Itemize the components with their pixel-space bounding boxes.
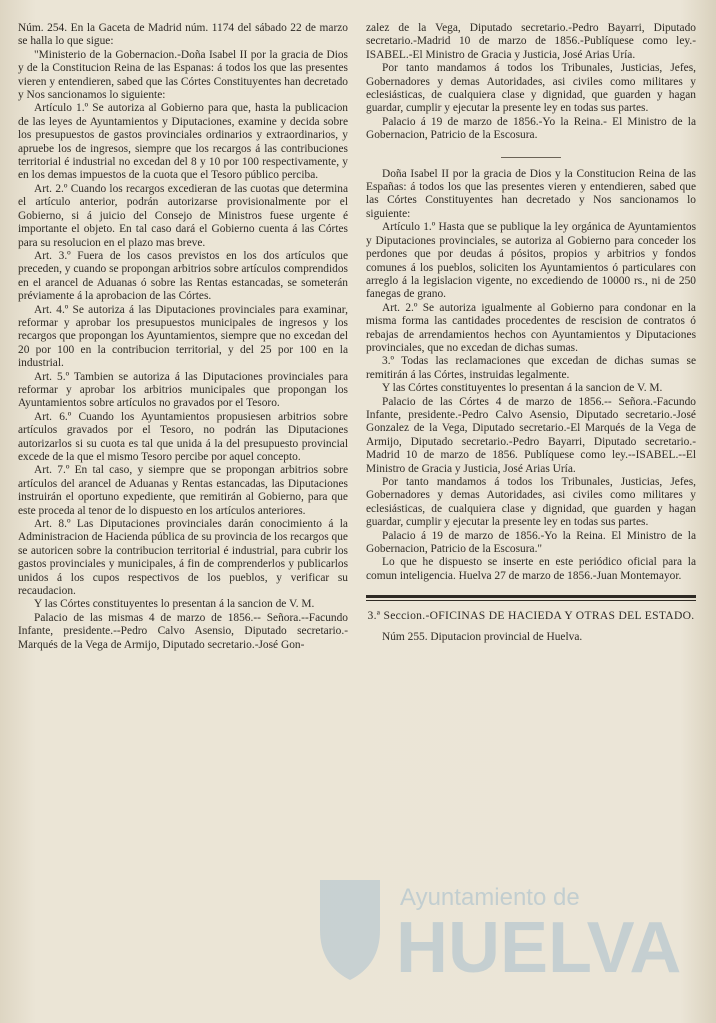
article-8: Art. 8.º Las Diputaciones provinciales darán conocimiento á la Administracion de Hacienda pública de su provincia de los recargos que se autoricen sobre la contribucion territorial é industrial, para cubrir los gastos provinciales y municipales, á fin de comprenderlos y publicarlos unidos á los cupos respectivos de los pueblos, y verificar su recaudacion. xyxy=(18,518,348,598)
huelva-watermark xyxy=(300,860,716,1010)
sanction-paragraph: Y las Córtes constituyentes lo presentan á la sancion de V. M. xyxy=(34,598,315,611)
section-divider xyxy=(501,157,561,158)
second-article-3: 3.º Todas las reclamaciones que excedan de dichas sumas se remitirán á las Córtes, instruidas legalmente. xyxy=(366,355,696,381)
second-signature-block: Palacio de las Córtes 4 de marzo de 1856.-- Señora.-Facundo Infante, presidente.-Pedro Calvo Asensio, Diputado secretario.-José Gonzalez de la Vega, Diputado secretario.-El Marqués de la Vega de Armijo, Diputado secretario.-Pedro Bayarri, Diputado secretario.-Madrid 10 de marzo de 1856. Publíquese como ley.--ISABEL.--El Ministro de Gracia y Justicia, José Arias Uría. xyxy=(366,395,696,475)
watermark-line-2: HUELVA xyxy=(396,908,682,988)
second-article-1: Artículo 1.º Hasta que se publique la ley orgánica de Ayuntamientos y Diputaciones provinciales, se autoriza al Gobierno para conceder los perdones que por deudas á pósitos, propios y arbitrios y fondos comunes á los pueblos, soliciten los Ayuntamientos ó particulares con arreglo á la legislacion vigente, no excediendo de 10000 rs., ni de 250 fanegas de grano. xyxy=(366,221,696,301)
second-sanction: Y las Córtes constituyentes lo presentan á la sancion de V. M. xyxy=(382,382,663,395)
article-6: Art. 6.º Cuando los Ayuntamientos propusiesen arbitrios sobre artículos gravados por el Tesoro, no podrán las Diputaciones autorizarlos si su cuota es tal que unida á la del presupuesto provincial excede de la que el mismo Tesoro percibe por aquel concepto. xyxy=(18,410,348,463)
left-column xyxy=(18,22,348,652)
section-first-line: Núm 255. Diputacion provincial de Huelva. xyxy=(382,631,583,644)
second-decree-preamble: Doña Isabel II por la gracia de Dios y la Constitucion Reina de las Españas: á todos los que las presentes vieren y entendieren, sabed que las Córtes Constituyentes han decretado y Nos sancionamos lo siguiente: xyxy=(366,167,696,220)
mandate-paragraph: Por tanto mandamos á todos los Tribunales, Justicias, Jefes, Gobernadores y demas Autoridades, asi civiles como militares y eclesiásticas, de cualquiera clase y dignidad, que guarden y hagan guardar, cumplir y ejecutar la presente ley en todas sus partes. xyxy=(366,62,696,115)
article-5: Art. 5.º Tambien se autoriza á las Diputaciones provinciales para reformar y aprobar los arbitrios municipales que propongan los Ayuntamientos sobre artículos no gravados por el Tesoro. xyxy=(18,370,348,410)
section-heading: 3.ª Seccion.-OFICINAS DE HACIEDA Y OTRAS DEL ESTADO. xyxy=(367,609,695,623)
signature-continuation: zalez de la Vega, Diputado secretario.-Pedro Bayarri, Diputado secretario.-Madrid 10 de marzo de 1856.-Publíquese como ley.-ISABEL.-El Ministro de Gracia y Justicia, José Arias Uría. xyxy=(366,22,696,61)
signature-block: Palacio de las mismas 4 de marzo de 1856.-- Señora.--Facundo Infante, presidente.--Pedro Calvo Asensio, Diputado secretario.-Marqués de la Vega de Armijo, Diputado secretario.-José Gon- xyxy=(18,611,348,651)
section-rule-thin xyxy=(366,600,696,601)
second-palace-closing: Palacio á 19 de marzo de 1856.-Yo la Reina. El Ministro de la Gobernacion, Patricio de la Escosura." xyxy=(366,529,696,556)
article-4: Art. 4.º Se autoriza á las Diputaciones provinciales para examinar, reformar y aprobar los presupuestos municipales de ingresos y los recargos que propongan los Ayuntamientos, siempre que no excedan del 20 por 100 en la contribucion territorial, y del 25 por 100 en la industrial. xyxy=(18,303,348,370)
palace-closing: Palacio á 19 de marzo de 1856.-Yo la Reina.- El Ministro de la Gobernacion, Patricio de la Escosura. xyxy=(366,115,696,142)
second-article-2: Art. 2.º Se autoriza igualmente al Gobierno para condonar en la misma forma las cantidades procedentes de rescision de contratos ó rebajas de arrendamientos hechos con Ayuntamientos y Diputaciones provinciales, que no excedan de dichas sumas. xyxy=(366,301,696,354)
right-column xyxy=(366,22,696,645)
watermark-line-1: Ayuntamiento de xyxy=(400,884,580,911)
announcement-header: Núm. 254. En la Gaceta de Madrid núm. 1174 del sábado 22 de marzo se halla lo que sigue: xyxy=(18,22,348,48)
publication-note: Lo que he dispuesto se inserte en este periódico oficial para la comun inteligencia. Huelva 27 de marzo de 1856.-Juan Montemayor. xyxy=(366,556,696,582)
section-rule-thick xyxy=(366,595,696,598)
article-2: Art. 2.º Cuando los recargos excedieran de las cuotas que determina el artículo anterior, podrán autorizarse provisionalmente por el Gobierno, si á juicio del Consejo de Ministros fuese urgente é importante el objeto. En tal caso dará el Gobierno cuenta á las Córtes para su resolucion en el plazo mas breve. xyxy=(18,182,348,249)
article-3: Art. 3.º Fuera de los casos previstos en los dos artículos que preceden, y cuando se propongan arbitrios sobre artículos comprendidos en el arancel de Aduanas ó sobre las Rentas estancadas, se someterán préviamente á la aprobacion de las Córtes. xyxy=(18,249,348,303)
second-mandate: Por tanto mandamos á todos los Tribunales, Justicias, Jefes, Gobernadores y demas Autoridades, asi civiles como militares y eclesiásticas, de cualquiera clase y dignidad, que guarden y hagan guardar, cumplir y ejecutar la presente ley en todas sus partes. xyxy=(366,476,696,529)
decree-preamble: "Ministerio de la Gobernacion.-Doña Isabel II por la gracia de Dios y de la Constitucion Reina de las Espanas: á todos los que las presentes vieren y entendieren, sabed que las Córtes Constituyentes han decretado y Nos sancionamos lo siguiente: xyxy=(18,48,348,102)
shield-icon xyxy=(320,880,380,980)
article-7: Art. 7.º En tal caso, y siempre que se propongan arbitrios sobre artículos del arancel de Aduanas y Rentas estancadas, las Diputaciones instruirán el oportuno expediente, que remitirán al Gobierno, para que este proceda al tenor de lo dispuesto en los artículos anteriores. xyxy=(18,464,348,517)
article-1: Artículo 1.º Se autoriza al Gobierno para que, hasta la publicacion de las leyes de Ayuntamientos y Diputaciones, examine y decida sobre los presupuestos de gastos provinciales ordinarios y extraordinarios, y apruebe los de ingresos, siempre que los recargos á las contribuciones territorial é industrial no excedan del 8 y 10 por 100 respectivamente, y en los demas impuestos de la cuota que el Tesoro público perciba. xyxy=(18,102,348,182)
